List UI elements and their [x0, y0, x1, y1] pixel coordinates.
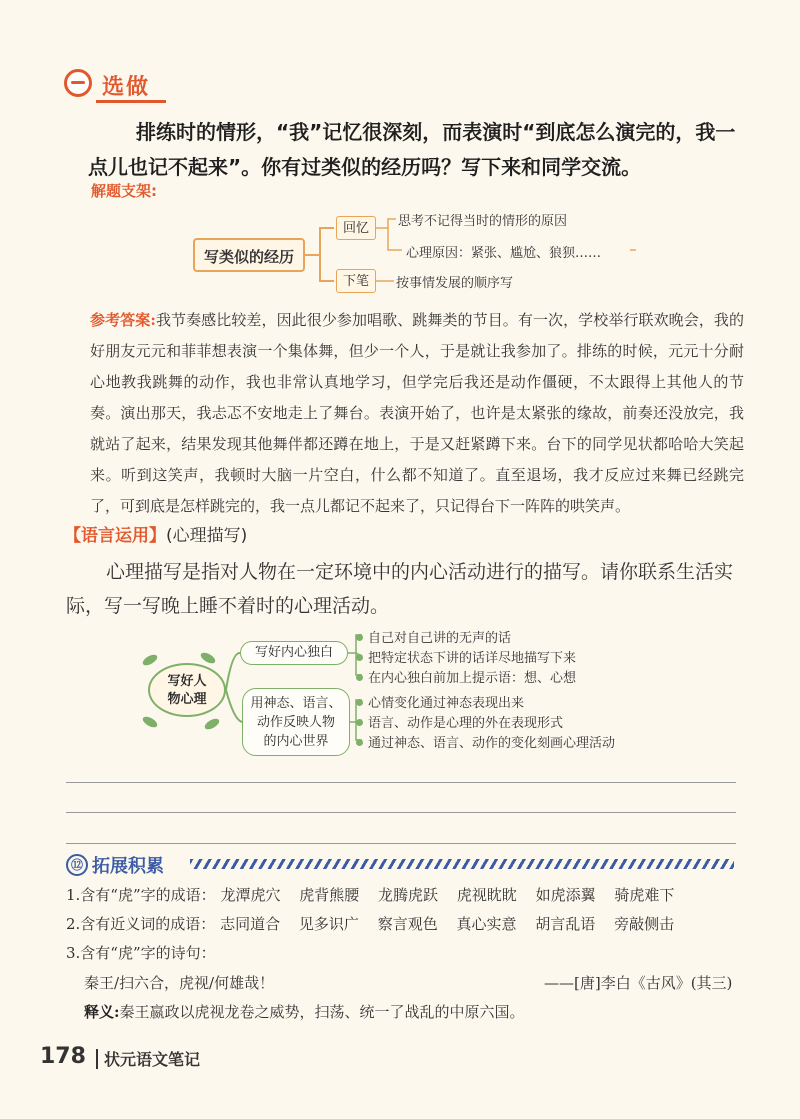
- idiom: 旁敲侧击: [614, 915, 675, 933]
- decorative-stripe: [190, 859, 734, 869]
- idiom: 真心实意: [456, 915, 517, 933]
- mindmap2-item: 语言、动作是心理的外在表现形式: [356, 712, 563, 731]
- mindmap2-item: 把特定状态下讲的话详尽地描写下来: [356, 647, 576, 666]
- language-heading: [64, 521, 247, 546]
- mindmap2-center-line: 物心理: [167, 692, 207, 707]
- idiom: 志同道合: [220, 915, 281, 933]
- book-title: 状元语文笔记: [104, 1050, 201, 1069]
- mindmap2-item: 自己对自己讲的无声的话: [356, 627, 511, 646]
- page-number: 178: [40, 1044, 86, 1069]
- frame-label: 解题支架:: [91, 182, 157, 200]
- idiom: 见多识广: [298, 915, 359, 933]
- reference-answer: [90, 305, 744, 522]
- list-label: 1.含有“虎”字的成语：: [66, 886, 216, 904]
- mindmap2-center: [148, 663, 226, 717]
- mindmap1-branch-recall: 回忆: [336, 216, 376, 240]
- footer-divider: [96, 1049, 98, 1069]
- section-title: 选做: [102, 75, 151, 100]
- idiom: 龙腾虎跃: [378, 886, 439, 904]
- mindmap2-item: 在内心独白前加上提示语：想、心想: [356, 667, 576, 686]
- mindmap1-note: 按事情发展的顺序写: [396, 276, 514, 291]
- mindmap2-branch-line: 动作反映人物: [256, 715, 335, 730]
- mindmap1-connectors: [0, 0, 800, 300]
- mindmap2-center-line: 写好人: [167, 674, 207, 689]
- question-text: 排练时的情形，“我”记忆很深刻，而表演时“到底怎么演完的，我一点儿也记不起来”。你有过类似的经历吗？写下来和同学交流。: [88, 120, 736, 179]
- writing-line[interactable]: [66, 782, 736, 783]
- extension-icon: ⑫: [66, 854, 88, 876]
- mindmap2-branch-line: 的内心世界: [263, 734, 329, 749]
- extension-title: 拓展积累: [92, 856, 164, 877]
- poem-line: 秦王/扫六合，虎视/何雄哉！: [84, 974, 275, 992]
- mindmap1-branch-write: 下笔: [336, 269, 376, 293]
- poem-source: ——[唐]李白《古风》(其三): [544, 974, 733, 992]
- explain-label: 释义:: [84, 1003, 120, 1021]
- mindmap1-note: 思考不记得当时的情形的原因: [398, 214, 568, 229]
- mindmap2-branch-expression: [242, 688, 350, 756]
- idiom: 骑虎难下: [614, 886, 675, 904]
- mindmap2-item: 心情变化通过神态表现出来: [356, 692, 524, 711]
- idiom-list-synonym: [66, 913, 674, 934]
- mindmap2-branch-line: 用神态、语言、: [250, 696, 342, 711]
- explain-text: 秦王嬴政以虎视龙卷之威势，扫荡、统一了战乱的中原六国。: [119, 1003, 525, 1021]
- language-heading-sub: (心理描写): [166, 526, 248, 546]
- mindmap1-center: 写类似的经历: [193, 238, 305, 272]
- idiom: 如虎添翼: [535, 886, 596, 904]
- poem-explanation: [84, 1001, 525, 1022]
- language-paragraph: 心理描写是指对人物在一定环境中的内心活动进行的描写。请你联系生活实际，写一写晚上睡不着时的心理活动。: [66, 561, 734, 617]
- mindmap2-branch-monologue: 写好内心独白: [240, 641, 348, 665]
- language-heading-label: 【语言运用】: [64, 526, 166, 546]
- writing-line[interactable]: [66, 843, 736, 844]
- idiom-list-tiger: [66, 884, 674, 905]
- poem-heading: 3.含有“虎”字的诗句：: [66, 944, 216, 962]
- answer-label: 参考答案:: [90, 311, 156, 329]
- idiom: 察言观色: [377, 915, 438, 933]
- idiom: 胡言乱语: [535, 915, 596, 933]
- idiom: 虎背熊腰: [299, 886, 360, 904]
- answer-text: 我节奏感比较差，因此很少参加唱歌、跳舞类的节目。有一次，学校举行联欢晚会，我的好朋友元元和菲菲想表演一个集体舞，但少一个人，于是就让我参加了。排练的时候，元元十分耐心地教我跳舞的动作，我也非常认真地学习，但学完后我还是动作僵硬，不太跟得上其他人的节奏。演出那天，我忐忑不安地走上了舞台。表演开始了，也许是太紧张的缘故，前奏还没放完，我就站了起来，结果发现其他舞伴都还蹲在地上，于是又赶紧蹲下来。台下的同学见状都哈哈大笑起来。听到这笑声，我顿时大脑一片空白，什么都不知道了。直至退场，我才反应过来舞已经跳完了，可到底是怎样跳完的，我一点儿都记不起来了，只记得台下一阵阵的哄笑声。: [90, 311, 744, 515]
- mindmap2-item: 通过神态、语言、动作的变化刻画心理活动: [356, 732, 615, 751]
- list-label: 2.含有近义词的成语：: [66, 915, 216, 933]
- mindmap1-note: 心理原因：紧张、尴尬、狼狈……: [406, 246, 602, 261]
- idiom: 虎视眈眈: [456, 886, 517, 904]
- writing-line[interactable]: [66, 812, 736, 813]
- idiom: 龙潭虎穴: [220, 886, 281, 904]
